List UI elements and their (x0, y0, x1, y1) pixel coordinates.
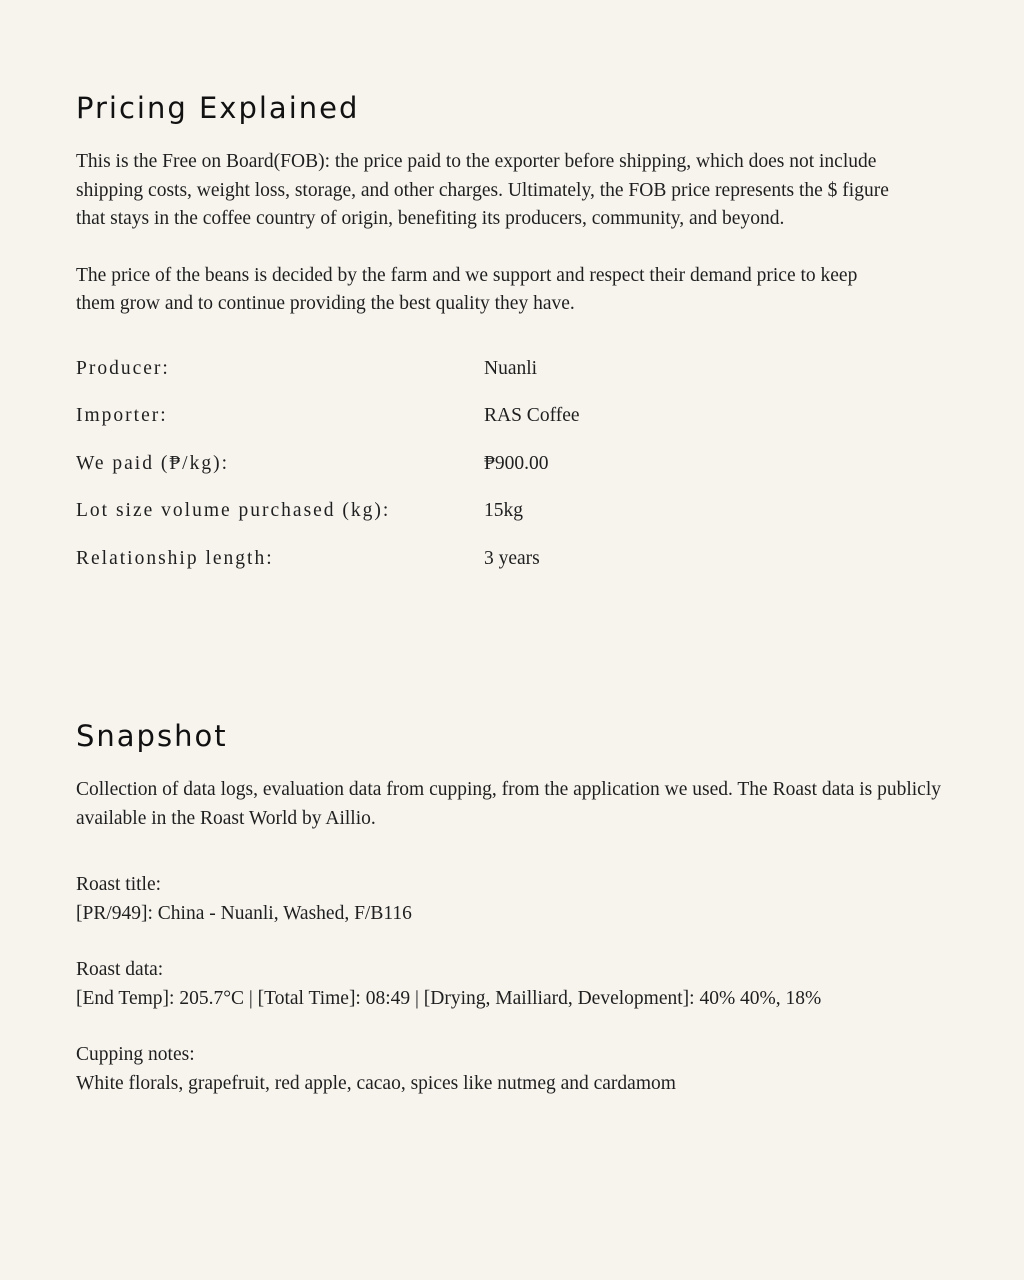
snapshot-heading: Snapshot (76, 719, 228, 753)
fact-label: Importer: (76, 405, 168, 426)
fact-value: RAS Coffee (484, 405, 580, 426)
roast-data-value: [End Temp]: 205.7°C | [Total Time]: 08:49 | [Drying, Mailliard, Development]: 40% 40%, 18% (76, 987, 822, 1009)
fact-label: Lot size volume purchased (kg): (76, 500, 391, 521)
pricing-facts-table (76, 355, 776, 593)
cupping-notes-value: White florals, grapefruit, red apple, cacao, spices like nutmeg and cardamom (76, 1072, 676, 1094)
roast-data-label: Roast data: (76, 959, 164, 980)
roast-data-block (76, 956, 956, 1013)
fact-value: 3 years (484, 547, 540, 569)
fact-label: We paid (₱/kg): (76, 452, 229, 474)
pricing-heading: Pricing Explained (76, 91, 360, 125)
fact-row-relationship-length (76, 545, 776, 593)
snapshot-description-paragraph: Collection of data logs, evaluation data from cupping, from the application we used. The Roast data is publicly available in the Roast World by Aillio. (76, 779, 942, 829)
cupping-notes-block (76, 1041, 956, 1098)
cupping-notes-label: Cupping notes: (76, 1044, 195, 1065)
roast-title-label: Roast title: (76, 874, 162, 895)
snapshot-section (76, 716, 956, 1098)
fact-value: Nuanli (484, 357, 538, 379)
fact-label: Producer: (76, 357, 170, 379)
roast-title-value: [PR/949]: China - Nuanli, Washed, F/B116 (76, 902, 412, 924)
fact-row-lot-size (76, 497, 776, 545)
farm-price-paragraph: The price of the beans is decided by the farm and we support and respect their demand price to keep them grow and to continue providing the best quality they have. (76, 264, 858, 314)
fact-label: Relationship length: (76, 547, 274, 569)
fob-explanation-paragraph: This is the Free on Board(FOB): the price paid to the exporter before shipping, which does not include shipping costs, weight loss, storage, and other charges. Ultimately, the FOB price represents the $ figure that stays in the coffee country of origin, benefiting its producers, community, and beyond. (76, 151, 889, 229)
pricing-section (76, 88, 956, 592)
fact-row-price-paid (76, 450, 776, 498)
fact-row-producer (76, 355, 776, 403)
fact-row-importer (76, 402, 776, 450)
fact-value: 15kg (484, 500, 523, 521)
fact-value: ₱900.00 (484, 452, 549, 474)
roast-title-block (76, 871, 956, 928)
